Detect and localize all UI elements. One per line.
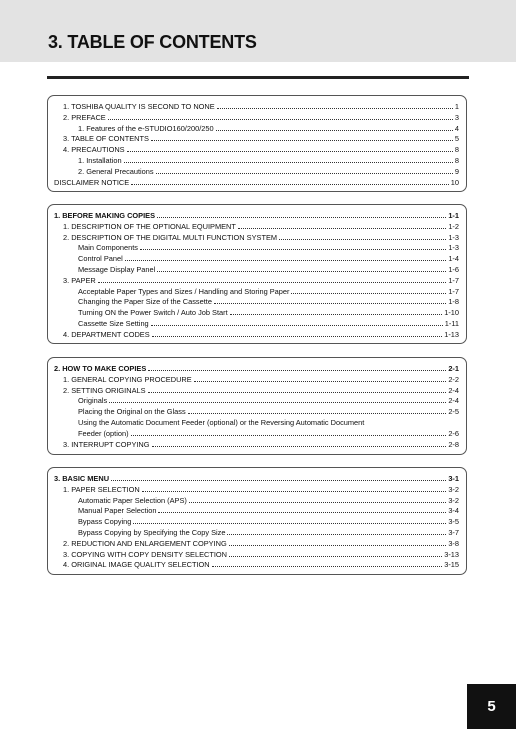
toc-entry-title: Main Components — [78, 243, 138, 253]
toc-entry-title: 2. PREFACE — [63, 112, 106, 122]
toc-entry[interactable] — [48, 145, 466, 156]
toc-entry-page: 1 — [454, 102, 459, 111]
dot-leader — [238, 222, 446, 229]
toc-entry[interactable] — [48, 330, 466, 341]
page-number: 5 — [487, 698, 496, 715]
toc-entry-page: 1-7 — [448, 275, 459, 285]
toc-entry-page: 3-1 — [448, 474, 459, 483]
page-number-badge — [467, 684, 516, 729]
toc-entry-page: 3-7 — [448, 527, 459, 537]
toc-entry-page: 3 — [454, 112, 459, 122]
toc-entry-page: 1-6 — [448, 264, 459, 274]
toc-entry-page: 1-2 — [448, 221, 459, 231]
toc-entry-page: 3-15 — [444, 560, 459, 570]
toc-entry-page: 1-10 — [444, 308, 459, 318]
dot-leader — [98, 276, 447, 283]
toc-entry-page: 10 — [450, 177, 459, 187]
toc-entry[interactable] — [48, 485, 466, 496]
toc-entry-title: 1. Installation — [78, 155, 122, 165]
toc-entry-title: 1. TOSHIBA QUALITY IS SECOND TO NONE — [63, 102, 215, 111]
toc-entry-page: 2-1 — [448, 364, 459, 373]
dot-leader — [151, 134, 453, 141]
dot-leader — [227, 528, 446, 535]
toc-entry-page: 1-13 — [444, 329, 459, 339]
toc-entry-title: Placing the Original on the Glass — [78, 407, 186, 417]
dot-leader — [158, 506, 446, 513]
toc-entry[interactable] — [48, 429, 466, 440]
dot-leader — [214, 297, 446, 304]
dot-leader — [125, 254, 447, 261]
dot-leader — [157, 211, 446, 218]
toc-entry-page: 3-4 — [448, 506, 459, 516]
dot-leader — [194, 375, 447, 382]
toc-section-chapter-2 — [47, 357, 467, 455]
dot-leader — [148, 386, 447, 393]
toc-entry-title: 3. COPYING WITH COPY DENSITY SELECTION — [63, 549, 227, 559]
dot-leader — [111, 474, 446, 481]
toc-entry[interactable] — [48, 308, 466, 319]
toc-entry[interactable] — [48, 396, 466, 407]
toc-entry-title: Turning ON the Power Switch / Auto Job Start — [78, 308, 228, 318]
toc-entry[interactable] — [48, 113, 466, 124]
dot-leader — [152, 330, 443, 337]
toc-entry[interactable] — [48, 102, 466, 113]
toc-entry-title: 2. HOW TO MAKE COPIES — [54, 364, 147, 373]
toc-entry[interactable] — [48, 156, 466, 167]
toc-entry-title: Bypass Copying — [78, 517, 132, 527]
toc-entry[interactable] — [48, 211, 466, 222]
toc-entry-title: Feeder (option) — [78, 428, 129, 438]
dot-leader — [229, 550, 442, 557]
dot-leader — [127, 145, 453, 152]
toc-entry[interactable] — [48, 178, 466, 189]
toc-entry-page: 5 — [454, 134, 459, 144]
toc-entry-title: 2. SETTING ORIGINALS — [63, 385, 146, 395]
toc-entry-title: 2. DESCRIPTION OF THE DIGITAL MULTI FUNCTION SYSTEM — [63, 232, 278, 242]
dot-leader — [279, 233, 446, 240]
toc-entry-title: 3. BASIC MENU — [54, 474, 110, 483]
toc-entry-title: 1. GENERAL COPYING PROCEDURE — [63, 374, 192, 384]
dot-leader — [151, 319, 443, 326]
toc-entry-page: 2-4 — [448, 385, 459, 395]
dot-leader — [291, 287, 446, 294]
dot-leader — [188, 407, 447, 414]
toc-entry-page: 2-8 — [448, 439, 459, 449]
toc-entry-title: 3. INTERRUPT COPYING — [63, 439, 150, 449]
toc-entry-title: Message Display Panel — [78, 264, 156, 274]
toc-entry[interactable] — [48, 287, 466, 298]
toc-entry[interactable] — [48, 167, 466, 178]
toc-entry[interactable] — [48, 386, 466, 397]
toc-entry-title: 1. PAPER SELECTION — [63, 484, 140, 494]
toc-section-chapter-3 — [47, 467, 467, 575]
toc-entry[interactable] — [48, 474, 466, 485]
toc-entry[interactable] — [48, 560, 466, 571]
toc-entry-page: 3-5 — [448, 517, 459, 527]
toc-entry-page: 3-13 — [444, 549, 459, 559]
toc-entry[interactable] — [48, 496, 466, 507]
toc-entry[interactable] — [48, 539, 466, 550]
dot-leader — [142, 485, 447, 492]
toc-entry-page: 1-11 — [444, 318, 459, 328]
toc-entry-page: 1-8 — [448, 297, 459, 307]
toc-entry-title: 4. ORIGINAL IMAGE QUALITY SELECTION — [63, 560, 210, 570]
toc-entry-page: 1-7 — [448, 286, 459, 296]
toc-entry[interactable] — [48, 124, 466, 135]
toc-entry-page: 1-1 — [448, 211, 459, 220]
toc-entry-page: 3-8 — [448, 538, 459, 548]
toc-entry[interactable] — [48, 407, 466, 418]
toc-entry[interactable] — [48, 134, 466, 145]
dot-leader — [230, 308, 443, 315]
toc-entry[interactable] — [48, 233, 466, 244]
toc-entry-title: Originals — [78, 396, 108, 406]
toc-entry-page: 8 — [454, 155, 459, 165]
dot-leader — [109, 396, 446, 403]
toc-entry[interactable] — [48, 319, 466, 330]
toc-entry-title: 1. Features of the e-STUDIO160/200/250 — [78, 123, 214, 133]
dot-leader — [108, 113, 453, 120]
toc-entry-page: 3-2 — [448, 495, 459, 505]
dot-leader — [157, 265, 446, 272]
dot-leader — [131, 429, 447, 436]
toc-section-front-matter — [47, 95, 467, 192]
toc-entry-title: 4. DEPARTMENT CODES — [63, 329, 150, 339]
toc-entry-title: Changing the Paper Size of the Cassette — [78, 297, 212, 307]
toc-entry[interactable] — [48, 254, 466, 265]
toc-entry-title: Acceptable Paper Types and Sizes / Handling and Storing Paper — [78, 286, 290, 296]
toc-section-chapter-1 — [47, 204, 467, 344]
toc-entry-title: 3. TABLE OF CONTENTS — [63, 134, 149, 144]
toc-entry-page: 3-2 — [448, 484, 459, 494]
toc-entry-title: Using the Automatic Document Feeder (optional) or the Reversing Automatic Document — [78, 417, 365, 427]
toc-entry-page: 1-3 — [448, 232, 459, 242]
toc-entry[interactable] — [48, 440, 466, 451]
page-title: 3. TABLE OF CONTENTS — [48, 32, 257, 52]
toc-entry[interactable] — [48, 528, 466, 539]
toc-entry-title: Bypass Copying by Specifying the Copy Size — [78, 527, 226, 537]
dot-leader — [152, 440, 447, 447]
dot-leader — [140, 243, 446, 250]
toc-entry-page: 1-3 — [448, 243, 459, 253]
dot-leader — [133, 517, 446, 524]
toc-entry-title: 2. General Precautions — [78, 166, 154, 176]
dot-leader — [216, 124, 453, 131]
dot-leader — [217, 102, 453, 109]
toc-entry-page: 2-4 — [448, 396, 459, 406]
toc-entry-page: 9 — [454, 166, 459, 176]
dot-leader — [131, 178, 449, 185]
title-rule — [47, 76, 469, 79]
toc-entry[interactable] — [48, 506, 466, 517]
dot-leader — [212, 560, 443, 567]
toc-entry-title: 2. REDUCTION AND ENLARGEMENT COPYING — [63, 538, 227, 548]
toc-entry[interactable] — [48, 375, 466, 386]
toc-entry-title: DISCLAIMER NOTICE — [54, 177, 130, 187]
toc-entry-page: 1-4 — [448, 254, 459, 264]
toc-entry[interactable] — [48, 222, 466, 233]
dot-leader — [148, 364, 446, 371]
toc-entry[interactable] — [48, 550, 466, 561]
toc-entry[interactable] — [48, 243, 466, 254]
toc-entry-title: Cassette Size Setting — [78, 318, 149, 328]
toc-entry[interactable] — [48, 517, 466, 528]
dot-leader — [189, 496, 446, 503]
toc-entry-title: Manual Paper Selection — [78, 506, 157, 516]
toc-entry-title: 1. BEFORE MAKING COPIES — [54, 211, 156, 220]
toc-entry[interactable] — [48, 265, 466, 276]
dot-leader — [156, 167, 453, 174]
toc-entry[interactable] — [48, 364, 466, 375]
toc-entry-page: 4 — [454, 123, 459, 133]
toc-entry-page: 8 — [454, 145, 459, 155]
toc-entry[interactable] — [48, 297, 466, 308]
toc-entry-page: 2-5 — [448, 407, 459, 417]
dot-leader — [229, 539, 447, 546]
toc-entry-title: 4. PRECAUTIONS — [63, 145, 125, 155]
dot-leader — [124, 156, 453, 163]
toc-entry[interactable] — [48, 276, 466, 287]
toc-entry-title: Automatic Paper Selection (APS) — [78, 495, 187, 505]
toc-entry-title: 1. DESCRIPTION OF THE OPTIONAL EQUIPMENT — [63, 221, 236, 231]
toc-entry-title: Control Panel — [78, 254, 123, 264]
toc-entry-page: 2-6 — [448, 428, 459, 438]
toc-entry-page: 2-2 — [448, 374, 459, 384]
toc-entry-title: 3. PAPER — [63, 275, 96, 285]
